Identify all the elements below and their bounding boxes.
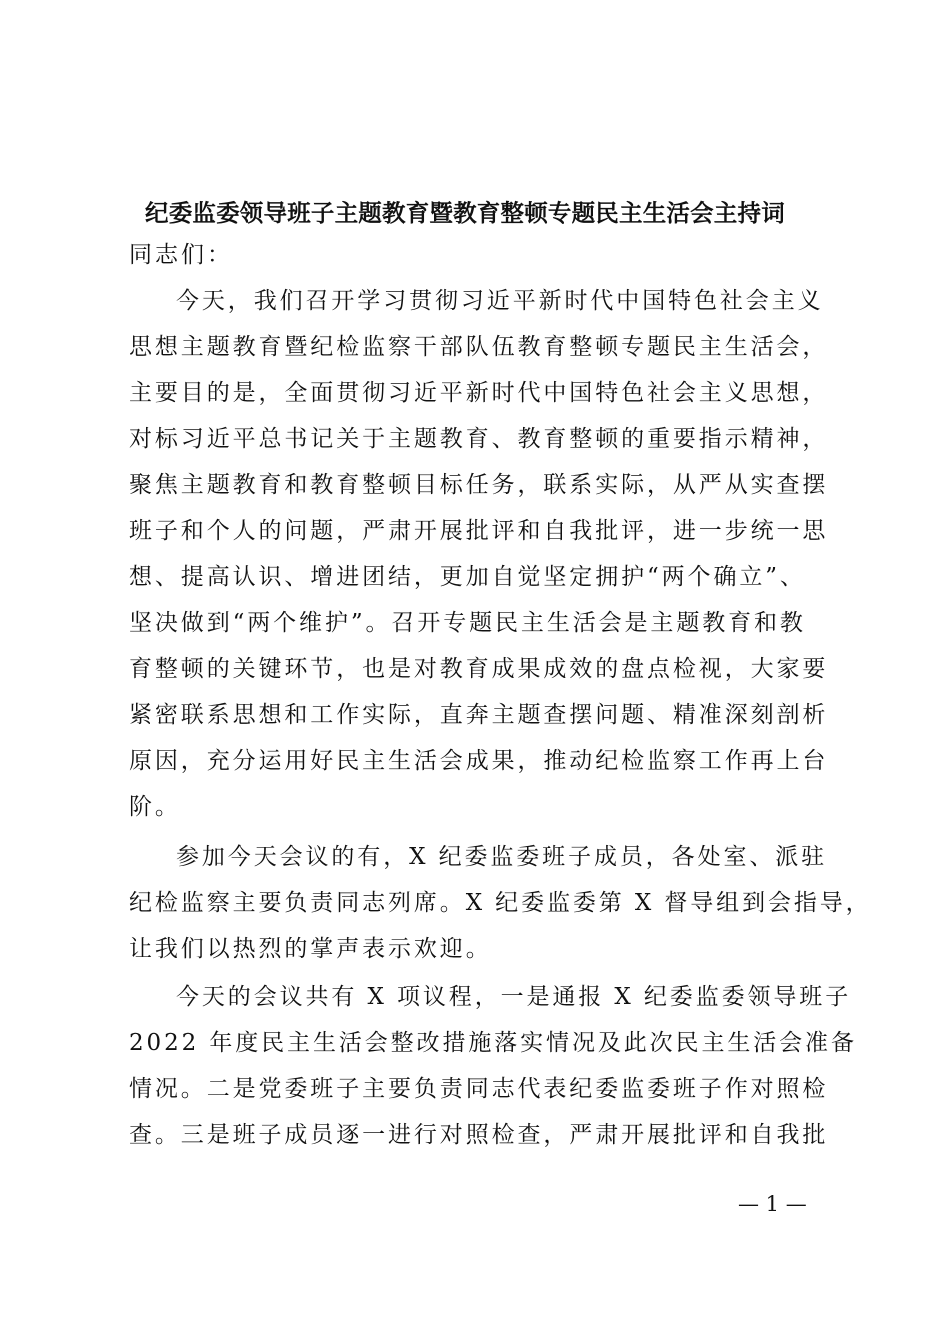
paragraph-2-line: 参加今天会议的有，X 纪委监委班子成员，各处室、派驻 — [176, 844, 828, 870]
paragraph-3-line: 查。三是班子成员逐一进行对照检查，严肃开展批评和自我批 — [129, 1122, 829, 1148]
paragraph-1-line: 阶。 — [129, 794, 181, 820]
paragraph-3-line: 2022 年度民主生活会整改措施落实情况及此次民主生活会准备 — [129, 1030, 857, 1056]
paragraph-1-line: 聚焦主题教育和教育整顿目标任务，联系实际，从严从实查摆 — [129, 472, 829, 498]
paragraph-1-line: 紧密联系思想和工作实际，直奔主题查摆问题、精准深刻剖析 — [129, 702, 829, 728]
paragraph-1-line: 思想主题教育暨纪检监察干部队伍教育整顿专题民主生活会， — [129, 334, 829, 360]
paragraph-2-line: 让我们以热烈的掌声表示欢迎。 — [129, 936, 492, 962]
greeting: 同志们： — [129, 242, 233, 268]
paragraph-1-line: 班子和个人的问题，严肃开展批评和自我批评，进一步统一思 — [129, 518, 829, 544]
paragraph-1-line: 主要目的是，全面贯彻习近平新时代中国特色社会主义思想， — [129, 380, 829, 406]
paragraph-3-line: 今天的会议共有 X 项议程，一是通报 X 纪委监委领导班子 — [176, 984, 852, 1010]
paragraph-1-line: 想、提高认识、增进团结，更加自觉坚定拥护“两个确立”、 — [129, 564, 806, 590]
paragraph-1-line: 育整顿的关键环节，也是对教育成果成效的盘点检视，大家要 — [129, 656, 829, 682]
paragraph-1-line: 原因，充分运用好民主生活会成果，推动纪检监察工作再上台 — [129, 748, 829, 774]
paragraph-3-line: 情况。二是党委班子主要负责同志代表纪委监委班子作对照检 — [129, 1076, 829, 1102]
document-title: 纪委监委领导班子主题教育暨教育整顿专题民主生活会主持词 — [145, 199, 785, 227]
page-number: — 1 — — [738, 1192, 807, 1216]
paragraph-2-line: 纪检监察主要负责同志列席。X 纪委监委第 X 督导组到会指导， — [129, 890, 872, 916]
paragraph-1-line: 今天，我们召开学习贯彻习近平新时代中国特色社会主义 — [176, 288, 824, 314]
paragraph-1-line: 对标习近平总书记关于主题教育、教育整顿的重要指示精神， — [129, 426, 829, 452]
paragraph-1-line: 坚决做到“两个维护”。召开专题民主生活会是主题教育和教 — [129, 610, 806, 636]
